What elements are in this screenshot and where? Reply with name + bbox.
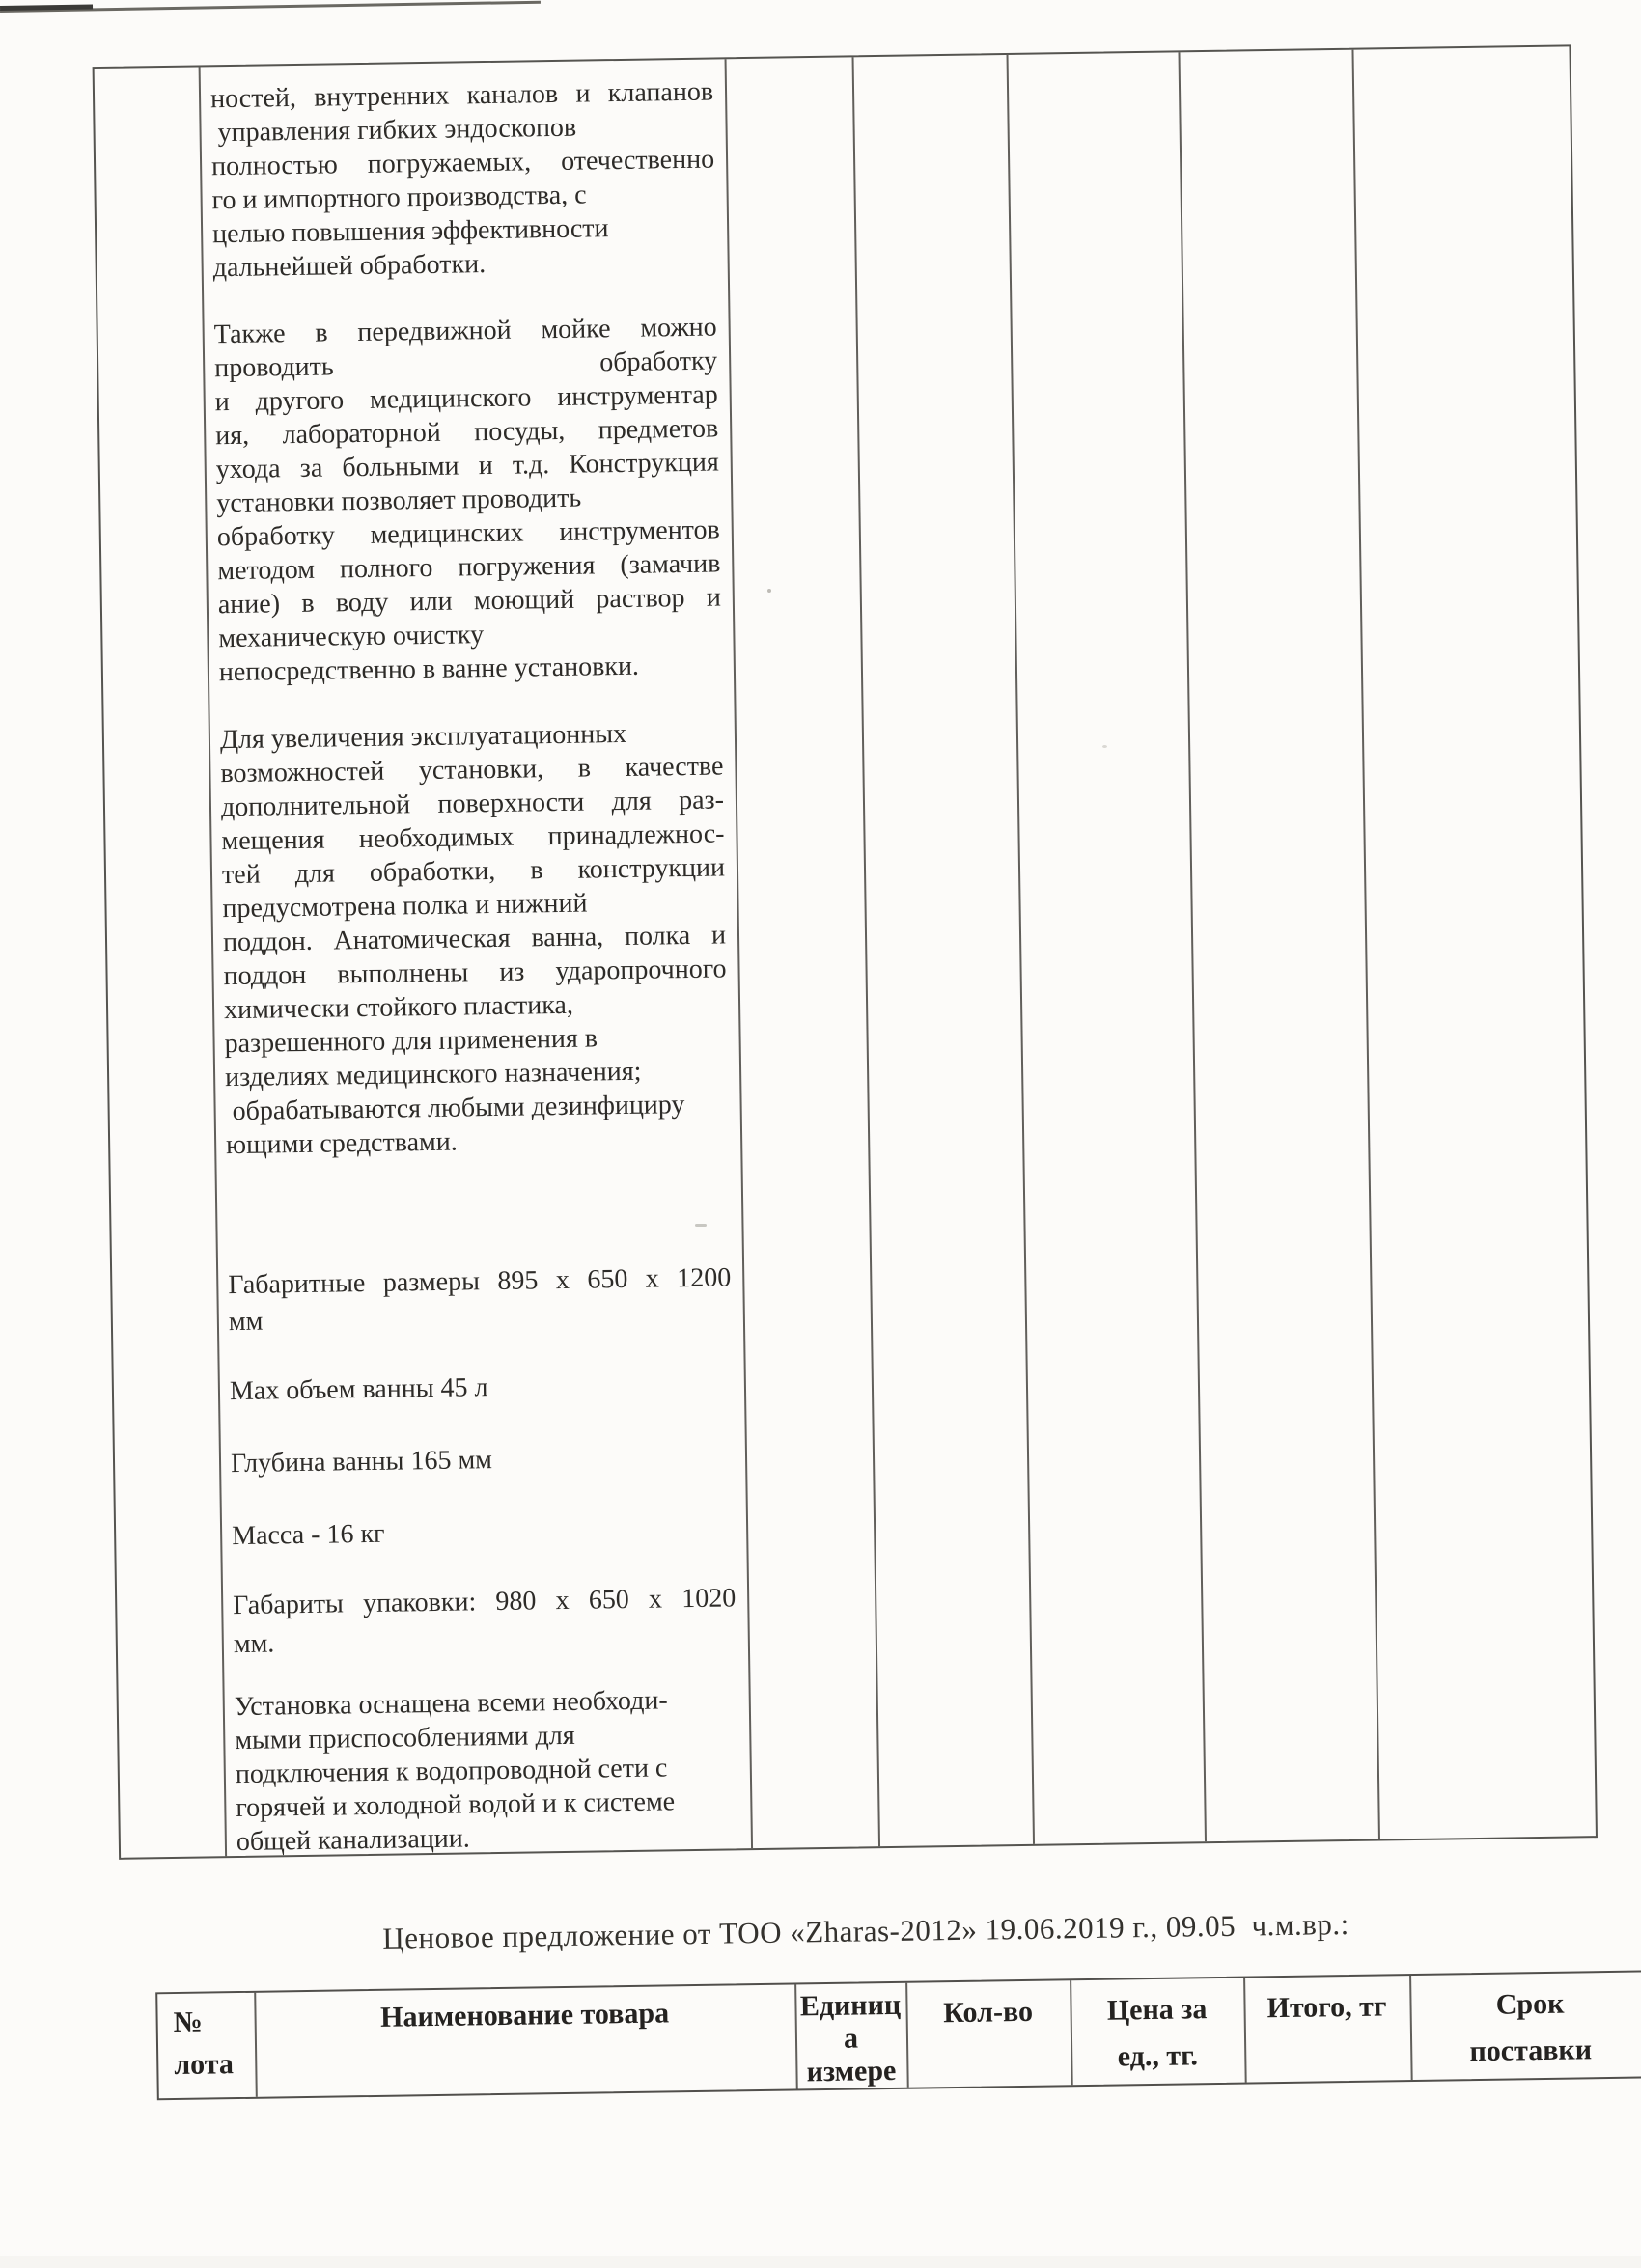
- description-line: управления гибких эндоскопов: [210, 112, 577, 149]
- description-line: непосредственно в ванне установки.: [218, 650, 640, 688]
- description-line: мм: [228, 1306, 264, 1338]
- spec-table-column-divider-6: [1351, 50, 1380, 1839]
- description-line: го и импортного производства, с: [211, 180, 587, 216]
- description-line: механическую очистку: [218, 620, 485, 654]
- scan-speck: [695, 1224, 707, 1227]
- header-cell-product-name: Наименование товара: [379, 1997, 670, 2033]
- description-line: предусмотрена полка и нижний: [222, 888, 588, 925]
- description-line: поддон. Анатомическая ванна, полка и: [222, 920, 727, 958]
- description-paragraph-9: [235, 1682, 740, 1859]
- description-paragraph-1: [210, 75, 716, 286]
- description-paragraph-3: [220, 715, 730, 1162]
- description-line: Габариты упаковки: 980 х 650 х 1020: [233, 1583, 737, 1621]
- description-paragraph-4: [228, 1259, 732, 1341]
- scan-speck: [767, 589, 771, 593]
- spec-table-column-divider-3: [852, 57, 881, 1846]
- description-line: химически стойкого пластика,: [223, 989, 574, 1026]
- header-cell-delivery-term: Срок поставки: [1469, 1987, 1593, 2068]
- spec-table-column-divider-4: [1007, 55, 1036, 1844]
- description-paragraph-8: [233, 1579, 737, 1664]
- description-line: установки позволяет проводить: [216, 483, 582, 519]
- header-cell-total: Итого, тг: [1266, 1990, 1387, 2025]
- description-line: дополнительной поверхности для раз-: [220, 785, 725, 823]
- description-line: изделиях медицинского назначения;: [224, 1056, 642, 1093]
- description-line: ющими средствами.: [225, 1126, 458, 1161]
- scan-speck: [555, 832, 558, 835]
- description-line: ностей, внутренних каналов и клапанов: [209, 76, 714, 115]
- description-line: разрешенного для применения в: [224, 1023, 598, 1060]
- description-line: Также в передвижной мойке можно: [213, 312, 717, 350]
- description-paragraph-2: [213, 311, 722, 690]
- description-line: дальнейшей обработки.: [212, 249, 487, 284]
- description-line: полностью погружаемых, отечественно: [210, 144, 715, 182]
- description-line: Мах объем ванны 45 л: [229, 1372, 488, 1407]
- description-line: мещения необходимых принадлежнос-: [221, 818, 725, 857]
- product-description-cell: [210, 60, 739, 1857]
- description-line: возможностей установки, в качестве: [220, 751, 724, 789]
- description-paragraph-5: [230, 1366, 734, 1410]
- spec-table-column-divider-5: [1178, 52, 1207, 1841]
- header-cell-unit: Единиц а измере: [799, 1988, 902, 2088]
- description-line: поддон выполнены из ударопрочного: [223, 954, 727, 992]
- description-line: Установка оснащена всеми необходи-: [234, 1685, 668, 1723]
- price-offer-caption: Ценовое предложение от ТОО «Zharas-2012» 19.06.2019 г., 09.05 ч.м.вр.:: [382, 1906, 1349, 1955]
- description-line: ухода за больными и т.д. Конструкция: [215, 447, 719, 485]
- description-line: горячей и холодной водой и к системе: [236, 1786, 676, 1824]
- description-line: общей канализации.: [236, 1823, 470, 1858]
- description-line: Глубина ванны 165 мм: [230, 1445, 493, 1480]
- description-line: целью повышения эффективности: [211, 213, 609, 250]
- price-table-header: [155, 1970, 1641, 2100]
- description-line: обработку медицинских инструментов: [216, 514, 721, 553]
- description-line: мм.: [233, 1628, 275, 1660]
- description-line: тей для обработки, в конструкции: [221, 852, 726, 891]
- header-cell-quantity: Кол-во: [943, 1995, 1034, 2030]
- scan-speck: [1102, 745, 1107, 748]
- description-line: ия, лабораторной посуды, предметов: [215, 413, 719, 452]
- description-line: Для увеличения эксплуатационных: [219, 718, 627, 756]
- description-paragraph-7: [232, 1510, 736, 1555]
- description-paragraph-6: [231, 1438, 735, 1482]
- description-line: проводить обработку: [214, 346, 718, 384]
- header-cell-unit-price: Цена за ед., тг.: [1106, 1993, 1208, 2073]
- description-line: и другого медицинского инструментар: [214, 379, 718, 418]
- description-line: методом полного погружения (замачив: [217, 548, 721, 587]
- description-line: мыми приспособлениями для: [235, 1720, 575, 1756]
- description-line: обрабатываются любыми дезинфициру: [225, 1090, 685, 1127]
- spec-table: [93, 44, 1598, 1860]
- description-line: Габаритные размеры 895 х 650 х 1200: [228, 1262, 732, 1301]
- header-cell-lot-number: № лота: [173, 2005, 235, 2082]
- description-line: подключения к водопроводной сети с: [235, 1753, 668, 1790]
- description-line: ание) в воду или моющий раствор и: [217, 582, 722, 621]
- description-line: Масса - 16 кг: [231, 1518, 385, 1552]
